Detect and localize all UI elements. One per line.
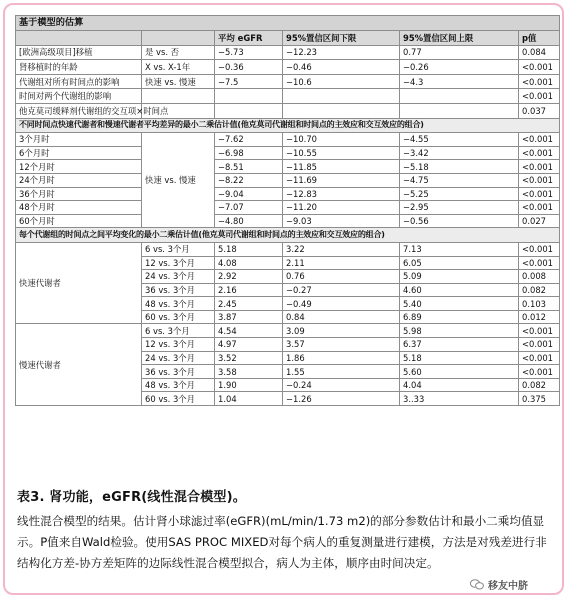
time-cell: 36个月时 [16,187,142,201]
comparison-cell: 6 vs. 3个月 [142,242,215,256]
time-cell: 48个月时 [16,201,142,215]
upper-cell: −4.55 [400,133,519,147]
comparison-cell: 12 vs. 3个月 [142,256,215,270]
lower-cell: 0.76 [283,270,400,284]
table-row [16,214,560,228]
comparison-cell: 48 vs. 3个月 [142,378,215,392]
caption-title: 表3. 肾功能，eGFR(线性混合模型)。 [17,490,246,505]
lower-cell: −10.55 [283,146,400,160]
mean-cell: 2.16 [215,283,283,297]
mean-cell: −5.73 [215,45,283,60]
lower-cell: 3.22 [283,242,400,256]
upper-cell: 4.60 [400,283,519,297]
p-cell: 0.012 [519,310,560,324]
lower-cell: 2.11 [283,256,400,270]
mean-cell: 1.90 [215,378,283,392]
p-cell: <0.001 [519,146,560,160]
comparison-cell: 快速 vs. 慢速 [142,133,215,228]
table-row [16,201,560,215]
p-cell: <0.001 [519,351,560,365]
upper-cell: 5.18 [400,351,519,365]
p-cell: <0.001 [519,365,560,379]
header-upper: 95%置信区间上限 [400,31,519,46]
table-row [16,60,560,75]
lower-cell: −0.49 [283,297,400,311]
p-cell: <0.001 [519,338,560,352]
mean-cell: 4.54 [215,324,283,338]
mean-cell: 3.58 [215,365,283,379]
time-cell: 12个月时 [16,160,142,174]
mean-cell: 3.52 [215,351,283,365]
mean-cell: −9.04 [215,187,283,201]
p-cell: 0.082 [519,378,560,392]
upper-cell: −0.26 [400,60,519,75]
upper-cell: −3.42 [400,146,519,160]
lower-cell [283,103,400,118]
lower-cell: −11.85 [283,160,400,174]
p-cell: 0.103 [519,297,560,311]
row-label: 肾移植时的年龄 [16,60,142,75]
mean-cell: −6.98 [215,146,283,160]
comparison-cell: 24 vs. 3个月 [142,351,215,365]
upper-cell: 5.60 [400,365,519,379]
upper-cell: 3..33 [400,392,519,406]
upper-cell: 4.04 [400,378,519,392]
section-header [16,228,560,243]
comparison-cell: X vs. X-1年 [142,60,215,75]
caption-body: 线性混合模型的结果。估计肾小球滤过率(eGFR)(mL/min/1.73 m2)的部分参数估计和最小二乘均值显示。P值来自Wald检验。使用SAS PROC MIXED对每个病人的重复测量进行建模，方法是对残差进行非结构化方差-协方差矩阵的边际线性混合模型拟合，病人为主体，顺序由时间决定。 [17,514,547,570]
section-title: 不同时间点快速代谢者和慢速代谢者平均差异的最小二乘估计值(他克莫司代谢组和时间点的主效应和交互效应的组合) [16,118,560,133]
comparison-cell: 60 vs. 3个月 [142,392,215,406]
mean-cell: −4.80 [215,214,283,228]
header-mean: 平均 eGFR [215,31,283,46]
mean-cell: 4.97 [215,338,283,352]
upper-cell: 7.13 [400,242,519,256]
upper-cell: −5.25 [400,187,519,201]
p-cell: 0.084 [519,45,560,60]
mean-cell: 1.04 [215,392,283,406]
mean-cell [215,89,283,104]
header-lower: 95%置信区间下限 [283,31,400,46]
lower-cell: −9.03 [283,214,400,228]
row-label: [欧洲高级项目]移植 [16,45,142,60]
lower-cell: −12.23 [283,45,400,60]
mean-cell: 3.87 [215,310,283,324]
upper-cell: 6.89 [400,310,519,324]
comparison-cell: 24 vs. 3个月 [142,270,215,284]
p-cell: 0.027 [519,214,560,228]
lower-cell: −12.83 [283,187,400,201]
mean-cell: −7.5 [215,74,283,89]
comparison-cell: 是 vs. 否 [142,45,215,60]
mean-cell: −8.51 [215,160,283,174]
table-row [16,187,560,201]
table-row [16,324,560,338]
mean-cell: 5.18 [215,242,283,256]
mean-cell: 4.08 [215,256,283,270]
p-cell: <0.001 [519,256,560,270]
upper-cell [400,103,519,118]
upper-cell: 5.98 [400,324,519,338]
mean-cell: −0.36 [215,60,283,75]
time-cell: 3个月时 [16,133,142,147]
lower-cell: −0.24 [283,378,400,392]
upper-cell: 6.37 [400,338,519,352]
table-title: 基于模型的估算 [16,16,560,31]
comparison-cell: 36 vs. 3个月 [142,283,215,297]
caption [17,486,557,574]
comparison-cell: 12 vs. 3个月 [142,338,215,352]
comparison-cell: 6 vs. 3个月 [142,324,215,338]
upper-cell [400,89,519,104]
time-cell: 60个月时 [16,214,142,228]
row-label: 时间对两个代谢组的影响 [16,89,142,104]
lower-cell: −11.69 [283,173,400,187]
lower-cell: −10.6 [283,74,400,89]
comparison-cell: 快速 vs. 慢速 [142,74,215,89]
header-cell [142,31,215,46]
mean-cell: −7.62 [215,133,283,147]
p-cell: 0.375 [519,392,560,406]
lower-cell: 1.86 [283,351,400,365]
comparison-cell: 48 vs. 3个月 [142,297,215,311]
row-label: 他克莫司缓释剂代谢组的交互项×时间点 [16,103,142,118]
lower-cell: −10.70 [283,133,400,147]
p-cell: <0.001 [519,242,560,256]
upper-cell: 6.05 [400,256,519,270]
upper-cell: −0.56 [400,214,519,228]
comparison-cell: 60 vs. 3个月 [142,310,215,324]
group-label: 快速代谢者 [16,242,142,324]
p-cell: <0.001 [519,201,560,215]
header-p: p值 [519,31,560,46]
results-table [15,15,560,406]
upper-cell: −4.75 [400,173,519,187]
upper-cell: 5.09 [400,270,519,284]
lower-cell: −11.20 [283,201,400,215]
upper-cell: 5.40 [400,297,519,311]
mean-cell: −7.07 [215,201,283,215]
mean-cell: 2.45 [215,297,283,311]
comparison-cell [142,89,215,104]
group-label: 慢速代谢者 [16,324,142,406]
table-row [16,45,560,60]
table-row [16,173,560,187]
lower-cell: −0.27 [283,283,400,297]
table-row [16,103,560,118]
p-cell: 0.037 [519,103,560,118]
table-row [16,133,560,147]
p-cell: 0.082 [519,283,560,297]
lower-cell: −0.46 [283,60,400,75]
p-cell: <0.001 [519,160,560,174]
watermark [470,577,528,592]
upper-cell: −4.3 [400,74,519,89]
p-cell: <0.001 [519,74,560,89]
upper-cell: −5.18 [400,160,519,174]
time-cell: 6个月时 [16,146,142,160]
row-label: 代谢组对所有时间点的影响 [16,74,142,89]
p-cell: 0.008 [519,270,560,284]
upper-cell: −2.95 [400,201,519,215]
lower-cell: 3.57 [283,338,400,352]
table-row [16,160,560,174]
p-cell: <0.001 [519,173,560,187]
p-cell: <0.001 [519,187,560,201]
comparison-cell: 36 vs. 3个月 [142,365,215,379]
table-row [16,146,560,160]
wechat-icon [470,579,484,590]
section-title: 每个代谢组的时间点之间平均变化的最小二乘估计值(他克莫司代谢组和时间点的主效应和交互效应的组合) [16,228,560,243]
watermark-text: 移友中脐 [488,581,528,592]
lower-cell: 1.55 [283,365,400,379]
section-header [16,118,560,133]
lower-cell: 0.84 [283,310,400,324]
table-row [16,89,560,104]
p-cell: <0.001 [519,60,560,75]
lower-cell [283,89,400,104]
table-row [16,242,560,256]
header-cell [16,31,142,46]
lower-cell: −1.26 [283,392,400,406]
mean-cell: 2.92 [215,270,283,284]
p-cell: <0.001 [519,133,560,147]
mean-cell: −8.22 [215,173,283,187]
p-cell: <0.001 [519,324,560,338]
p-cell: <0.001 [519,89,560,104]
mean-cell [215,103,283,118]
table-row [16,74,560,89]
time-cell: 24个月时 [16,173,142,187]
page-frame [3,3,564,595]
lower-cell: 3.09 [283,324,400,338]
upper-cell: 0.77 [400,45,519,60]
